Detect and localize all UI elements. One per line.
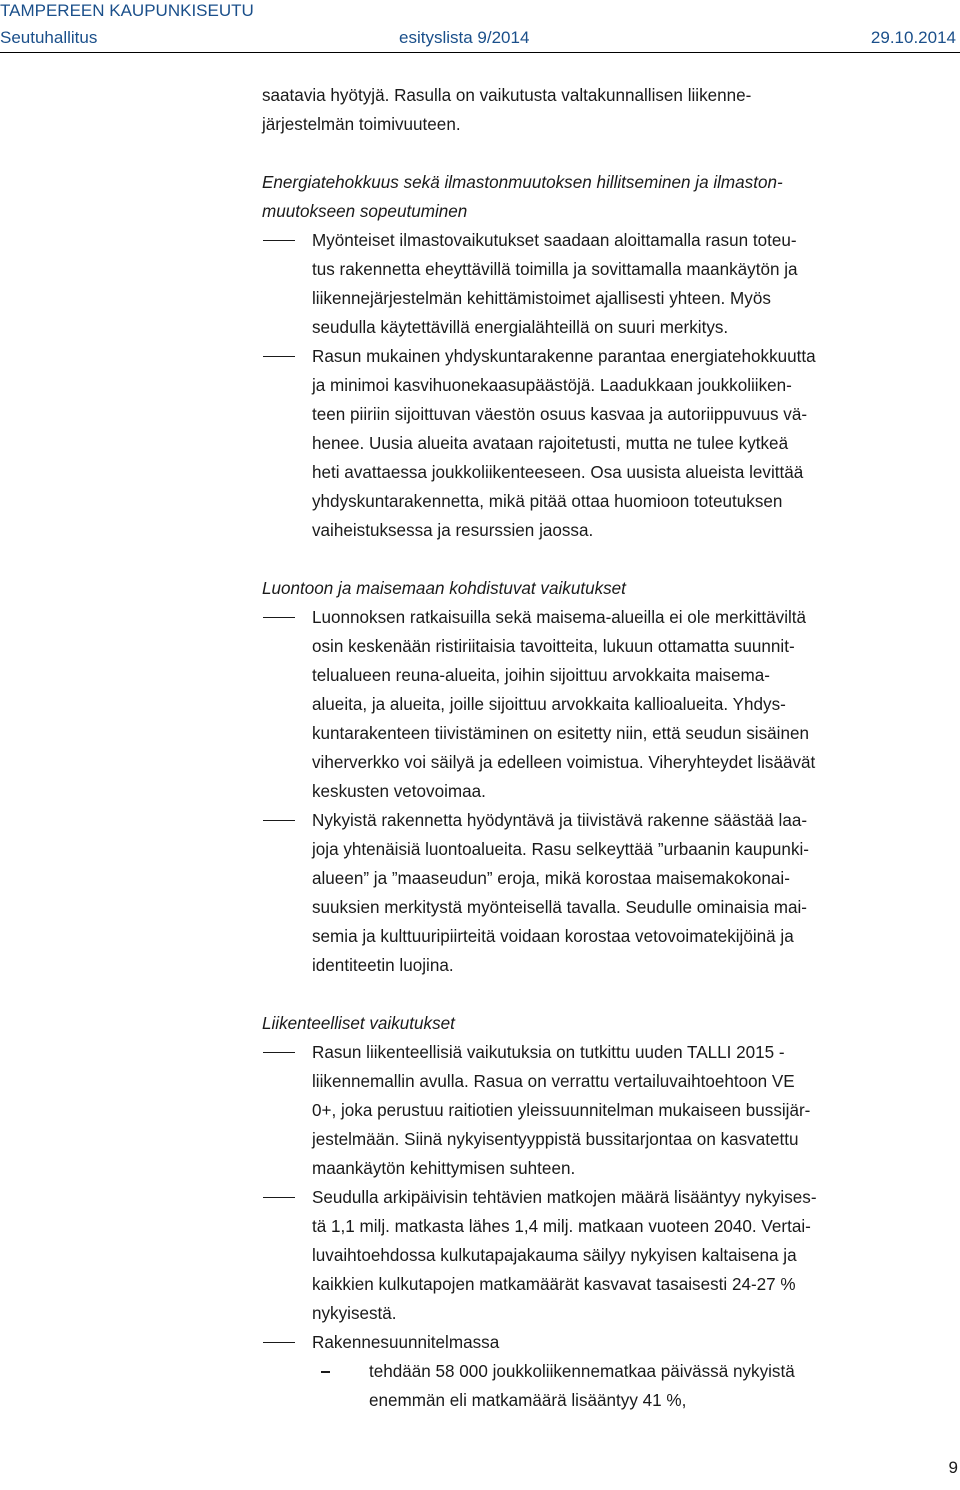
text-line: Rakennesuunnitelmassa (312, 1333, 500, 1352)
text-line: järjestelmän toimivuuteen. (262, 115, 461, 134)
text-line: alueita, ja alueita, joille sijoittuu arvokkaita kallioalueita. Yhdys- (312, 695, 786, 714)
text-line: maankäytön kehittymisen suhteen. (312, 1159, 576, 1178)
sub-list-item (312, 1357, 954, 1415)
text-line: liikennejärjestelmän kehittämistoimet ajallisesti yhteen. Myös (312, 289, 771, 308)
list-item (262, 1038, 954, 1183)
text-line: suuksien merkitystä myönteisellä tavalla. Seudulle ominaisia mai- (312, 898, 807, 917)
header-meta-row (0, 28, 958, 50)
energy-bullet-list (262, 226, 954, 545)
text-line: henee. Uusia alueita avataan rajoitetusti, mutta ne tulee kytkeä (312, 434, 789, 453)
traffic-bullet-list (262, 1038, 954, 1415)
text-line: Luontoon ja maisemaan kohdistuvat vaikutukset (262, 579, 626, 598)
section-heading-nature (262, 574, 954, 603)
page-header (0, 0, 960, 53)
text-line: heti avattaessa joukkoliikenteeseen. Osa uusista alueista levittää (312, 463, 804, 482)
text-line: liikennemallin avulla. Rasua on verrattu vertailuvaihtoehtoon VE (312, 1072, 795, 1091)
text-line: Luonnoksen ratkaisuilla sekä maisema-alueilla ei ole merkittäviltä (312, 608, 807, 627)
text-line: 0+, joka perustuu raitiotien yleissuunnitelman mukaiseen bussijär- (312, 1101, 811, 1120)
list-item (262, 1328, 954, 1415)
text-line: semia ja kulttuuripiirteitä voidaan korostaa vetovoimatekijöinä ja (312, 927, 794, 946)
text-line: Myönteiset ilmastovaikutukset saadaan aloittamalla rasun toteu- (312, 231, 797, 250)
text-line: Rasun liikenteellisiä vaikutuksia on tutkittu uuden TALLI 2015 - (312, 1043, 785, 1062)
intro-paragraph (262, 81, 954, 139)
text-line: telualueen reuna-alueita, joihin sijoittuu arvokkaita maisema- (312, 666, 770, 685)
text-line: identiteetin luojina. (312, 956, 454, 975)
list-item (262, 226, 954, 342)
text-line: osin keskenään ristiriitaisia tavoitteita, lukuun ottamatta suunnit- (312, 637, 795, 656)
text-line: tä 1,1 milj. matkasta lähes 1,4 milj. matkaan vuoteen 2040. Vertai- (312, 1217, 811, 1236)
text-line: enemmän eli matkamäärä lisääntyy 41 %, (369, 1391, 687, 1410)
text-line: vaiheistuksessa ja resurssien jaossa. (312, 521, 594, 540)
text-line: teen piiriin sijoittuvan väestön osuus kasvaa ja autoriippuvuus vä- (312, 405, 808, 424)
list-item (262, 603, 954, 806)
text-line: ja minimoi kasvihuonekaasupäästöjä. Laadukkaan joukkoliiken- (312, 376, 792, 395)
sub-bullet-list (312, 1357, 954, 1415)
text-line: Liikenteelliset vaikutukset (262, 1014, 455, 1033)
text-line: tehdään 58 000 joukkoliikennematkaa päivässä nykyistä (369, 1362, 795, 1381)
text-line: joja yhtenäisiä luontoalueita. Rasu selkeyttää ”urbaanin kaupunki- (312, 840, 809, 859)
page-number: 9 (948, 1458, 958, 1477)
text-line: nykyisestä. (312, 1304, 397, 1323)
text-line: tus rakennetta eheyttävillä toimilla ja sovittamalla maankäytön ja (312, 260, 798, 279)
text-line: Rasun mukainen yhdyskuntarakenne parantaa energiatehokkuutta (312, 347, 816, 366)
text-line: Nykyistä rakennetta hyödyntävä ja tiivistävä rakenne säästää laa- (312, 811, 808, 830)
text-line: kaikkien kulkutapojen matkamäärät kasvavat tasaisesti 24-27 % (312, 1275, 796, 1294)
text-line: muutokseen sopeutuminen (262, 202, 468, 221)
list-item (262, 342, 954, 545)
text-line: saatavia hyötyjä. Rasulla on vaikutusta valtakunnallisen liikenne- (262, 86, 752, 105)
text-line: Energiatehokkuus sekä ilmastonmuutoksen hillitseminen ja ilmaston- (262, 173, 783, 192)
list-item (262, 1183, 954, 1328)
text-line: luvaihtoehdossa kulkutapajakauma säilyy nykyisen kaltaisena ja (312, 1246, 797, 1265)
text-line: viherverkko voi säilyä ja edelleen voimistua. Viheryhteydet lisäävät (312, 753, 816, 772)
organization-name: TAMPEREEN KAUPUNKISEUTU (0, 1, 254, 20)
text-line: jestelmään. Siinä nykyisentyyppistä bussitarjontaa on kasvatettu (312, 1130, 799, 1149)
agenda-number: esityslista 9/2014 (399, 28, 530, 47)
department-name: Seutuhallitus (0, 28, 98, 47)
section-heading-traffic (262, 1009, 954, 1038)
text-line: seudulla käytettävillä energialähteillä on suuri merkitys. (312, 318, 729, 337)
section-heading-energy (262, 168, 954, 226)
document-date: 29.10.2014 (870, 28, 956, 47)
list-item (262, 806, 954, 980)
text-line: keskusten vetovoimaa. (312, 782, 486, 801)
text-line: yhdyskuntarakennetta, mikä pitää ottaa huomioon toteutuksen (312, 492, 783, 511)
text-line: Seudulla arkipäivisin tehtävien matkojen määrä lisääntyy nykyises- (312, 1188, 817, 1207)
document-body (262, 81, 954, 1415)
text-line: kuntarakenteen tiivistäminen on esitetty niin, että seudun sisäinen (312, 724, 809, 743)
text-line: alueen” ja ”maaseudun” eroja, mikä korostaa maisemakokonai- (312, 869, 790, 888)
nature-bullet-list (262, 603, 954, 980)
